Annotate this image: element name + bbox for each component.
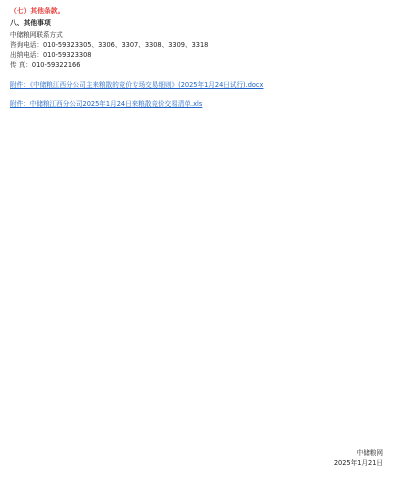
contact-fax: 传 真：010-59322166 (10, 61, 81, 69)
attachment-list (10, 72, 391, 110)
signature-org: 中储粮网 (356, 449, 383, 457)
contact-cashier: 出纳电话：010-59323308 (10, 51, 92, 59)
contact-block (10, 30, 391, 70)
contact-phone: 咨询电话：010-59323305、3306、3307、3308、3309、3318 (10, 41, 209, 49)
attachment-link-1[interactable]: 附件：《中储粮江西分公司主来粮散的竞价专场交易细则》(2025年1月24日试行).docx (10, 81, 264, 89)
attachment-link-2[interactable]: 附件：中储粮江西分公司2025年1月24日来粮散竞价交易清单.xls (10, 100, 203, 108)
signature-block (334, 448, 383, 468)
signature-date: 2025年1月21日 (333, 459, 383, 467)
section-8-title: 八、其他事项 (10, 19, 51, 27)
contact-org: 中储粮网联系方式 (10, 31, 63, 39)
section-7-title: （七）其他条款。 (10, 7, 65, 15)
